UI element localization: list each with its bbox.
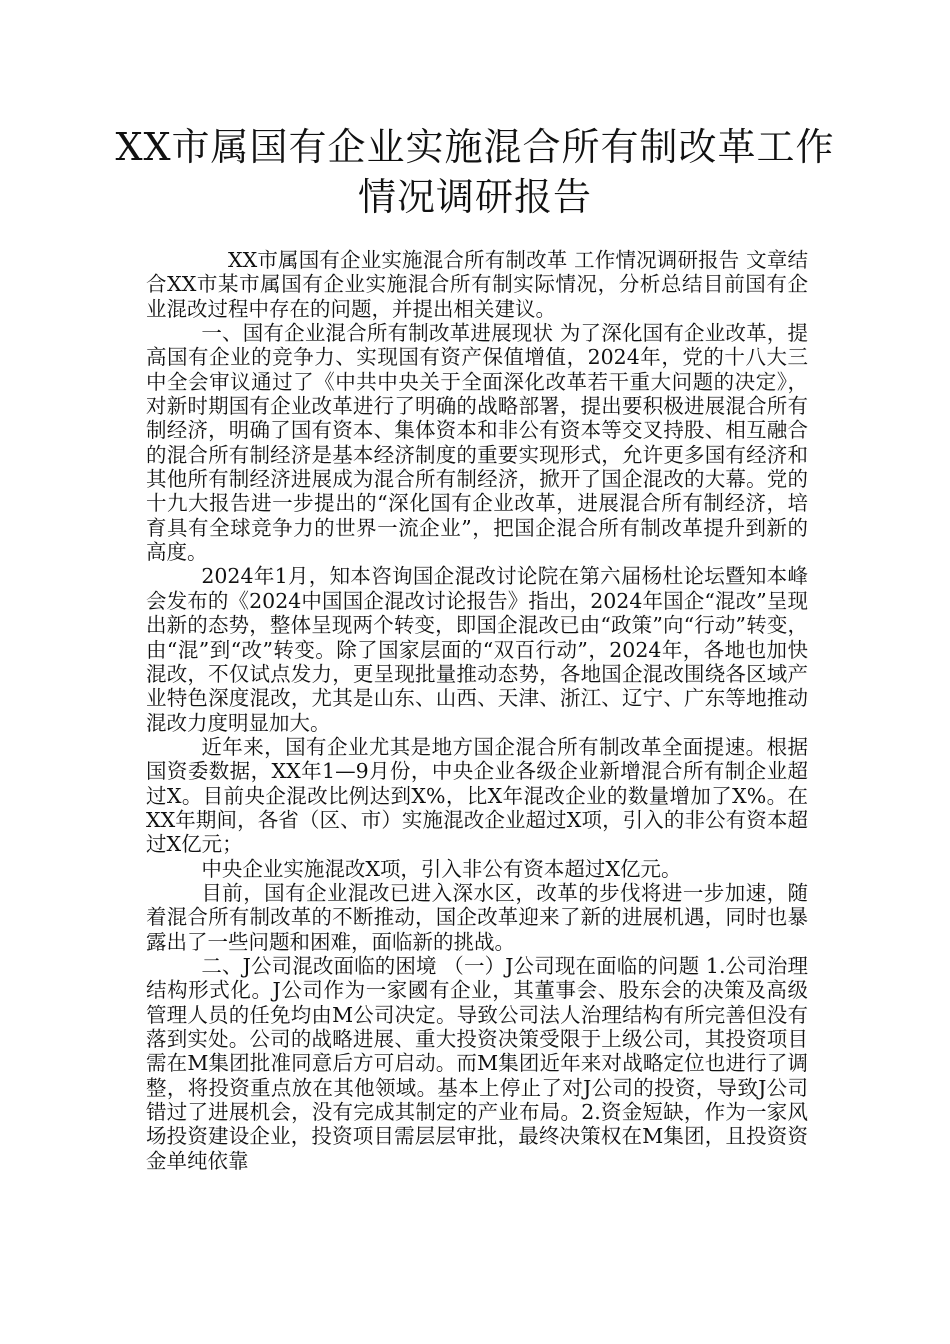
paragraph-recent-years: 近年来，国有企业尤其是地方国企混合所有制改革全面提速。根据国资委数据，XX年1—9月份，中央企业各级企业新增混合所有制企业超过X。目前央企混改比例达到X%，比X年混改企业的数量增加了X%。在XX年期间，各省（区、市）实施混改企业超过X项，引入的非公有资本超过X亿元； (146, 734, 808, 857)
document-title (100, 122, 850, 222)
document-body (146, 248, 808, 1173)
paragraph-current-stage: 目前，国有企业混改已进入深水区，改革的步伐将进一步加速，随着混合所有制改革的不断推动，国企改革迎来了新的进展机遇，同时也暴露出了一些问题和困难，面临新的挑战。 (146, 880, 808, 954)
paragraph-trend-2024: 2024年1月，知本咨询国企混改讨论院在第六届杨杜论坛暨知本峰会发布的《2024中国国企混改讨论报告》指出，2024年国企“混改”呈现出新的态势，整体呈现两个转变，即国企混改已由“政策”向“行动”转变，由“混”到“改”转变。除了国家层面的“双百行动”，2024年，各地也加快混改，不仅试点发力，更呈现批量推动态势，各地国企混改围绕各区域产业特色深度混改，尤其是山东、山西、天津、浙江、辽宁、广东等地推动混改力度明显加大。 (146, 564, 808, 735)
title-line-1: XX市属国有企业实施混合所有制改革工作 (115, 125, 835, 169)
paragraph-section-2: 二、J公司混改面临的困境 （一）J公司现在面临的问题 1.公司治理结构形式化。J公司作为一家國有企业，其董事会、股东会的决策及高级管理人员的任免均由M公司决定。导致公司法人治理结构有所完善但没有落到实处。公司的战略进展、重大投资决策受限于上级公司，其投资项目需在M集团批准同意后方可启动。而M集团近年来对战略定位也进行了调整，将投资重点放在其他领域。基本上停止了对J公司的投资，导致J公司错过了进展机会，没有完成其制定的产业布局。2.资金短缺，作为一家风场投资建设企业，投资项目需层层审批，最终决策权在M集团，且投资资金单纯依靠 (146, 953, 808, 1173)
title-line-2: 情况调研报告 (357, 175, 592, 219)
paragraph-section-1: 一、国有企业混合所有制改革进展现状 为了深化国有企业改革，提高国有企业的竞争力、实现国有资产保值增值，2024年，党的十八大三中全会审议通过了《中共中央关于全面深化改革若干重大问题的决定》，对新时期国有企业改革进行了明确的战略部署，提出要积极进展混合所有制经济，明确了国有资本、集体资本和非公有资本等交叉持股、相互融合的混合所有制经济是基本经济制度的重要实现形式，允许更多国有经济和其他所有制经济进展成为混合所有制经济，掀开了国企混改的大幕。党的十九大报告进一步提出的“深化国有企业改革，进展混合所有制经济，培育具有全球竞争力的世界一流企业”，把国企混合所有制改革提升到新的高度。 (146, 321, 808, 565)
paragraph-intro: XX市属国有企业实施混合所有制改革 工作情况调研报告 文章结合XX市某市属国有企业实施混合所有制实际情况，分析总结目前国有企业混改过程中存在的问题，并提出相关建议。 (146, 248, 808, 321)
paragraph-central-enterprises: 中央企业实施混改X项，引入非公有资本超过X亿元。 (201, 856, 682, 881)
